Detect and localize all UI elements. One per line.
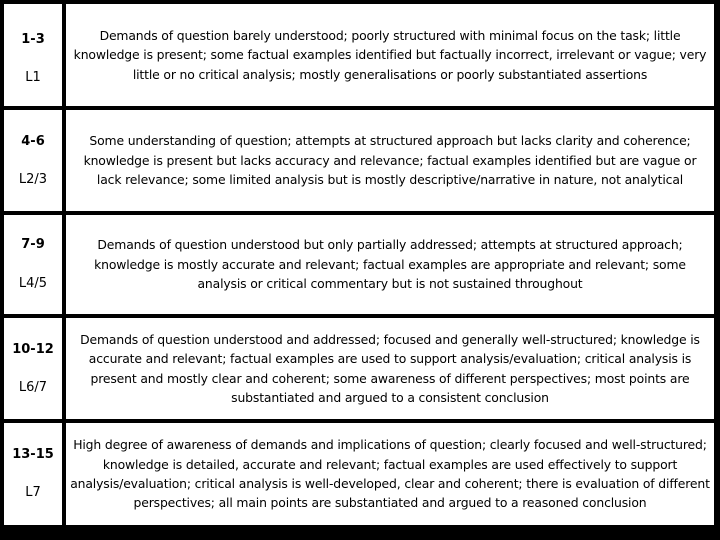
level-label: L1 — [25, 70, 41, 85]
band-description: Demands of question understood but only partially addressed; attempts at structured approach; knowledge is mostly accurate and relevant; factual examples are appropriate and relevant; some analysis or critical commentary but is not sustained throughout — [94, 237, 686, 292]
mark-band: 13-15 — [12, 447, 54, 462]
band-description: Demands of question understood and addressed; focused and generally well-structured; knowledge is accurate and relevant; factual examples are used to support analysis/evaluation; critical analysis is present and mostly clear and coherent; some awareness of different perspectives; most points are substantiated and argued to a consistent conclusion — [80, 331, 700, 405]
description-cell — [66, 318, 714, 419]
table-row — [0, 110, 720, 211]
level-label: L6/7 — [18, 380, 48, 395]
description-cell — [66, 110, 714, 211]
mark-band: 7-9 — [21, 237, 45, 252]
level-label: L4/5 — [18, 276, 48, 291]
table-row — [0, 423, 720, 525]
level-label: L2/3 — [18, 172, 48, 187]
mark-cell — [4, 110, 62, 211]
mark-cell — [4, 318, 62, 419]
band-description: High degree of awareness of demands and implications of question; clearly focused and well-structured; knowledge is detailed, accurate and relevant; factual examples are used effectively to support analysis/evaluation; critical analysis is well-developed, clear and coherent; there is evaluation of different perspectives; all main points are substantiated and argued to a reasoned conclusion — [70, 437, 710, 511]
description-cell — [66, 423, 714, 525]
table-row — [0, 4, 720, 106]
mark-band: 4-6 — [21, 134, 45, 149]
band-description: Demands of question barely understood; poorly structured with minimal focus on the task; little knowledge is present; some factual examples identified but factually incorrect, irrelevant or vague; very little or no critical analysis; mostly generalisations or poorly substantiated assertions — [73, 27, 707, 82]
level-label: L7 — [25, 485, 41, 500]
mark-band: 10-12 — [12, 342, 54, 357]
mark-cell — [4, 423, 62, 525]
table-row — [0, 318, 720, 419]
table-row — [0, 215, 720, 314]
description-cell — [66, 4, 714, 106]
mark-cell — [4, 4, 62, 106]
band-description: Some understanding of question; attempts at structured approach but lacks clarity and coherence; knowledge is present but lacks accuracy and relevance; factual examples identified but are vague or lack relevance; some limited analysis but is mostly descriptive/narrative in nature, not analytical — [83, 133, 697, 188]
mark-cell — [4, 215, 62, 314]
description-cell — [66, 215, 714, 314]
mark-band: 1-3 — [21, 32, 45, 47]
